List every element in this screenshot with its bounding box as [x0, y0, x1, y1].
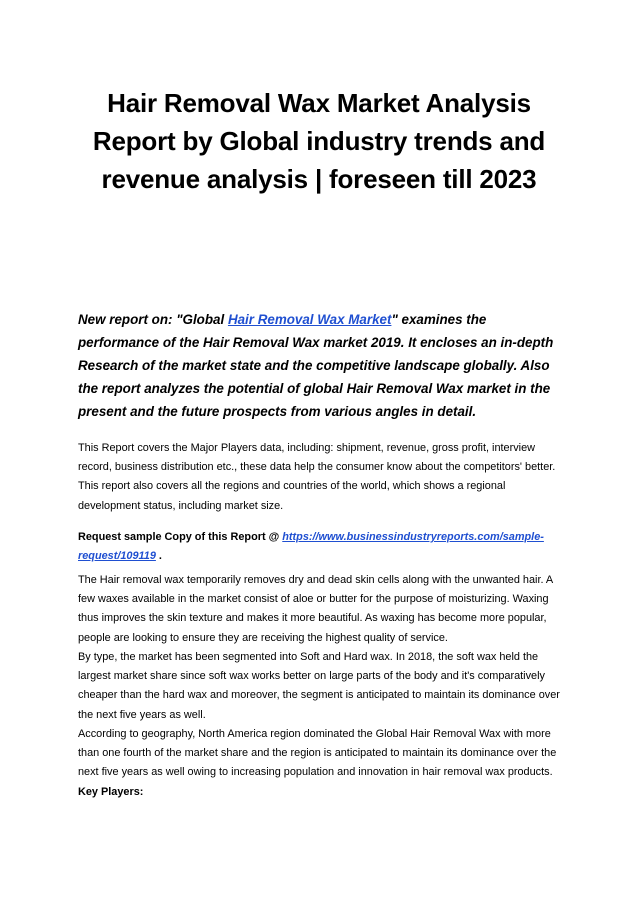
wax-description-paragraph: The Hair removal wax temporarily removes dry and dead skin cells along with the unwanted hair. A few waxes available in the market consist of aloe or butter for the purpose of moisturizing. Waxing thus improves the skin texture and makes it more beautiful. As waxing has become more popular, people are looking to ensure they are receiving the highest quality of service.: [78, 574, 553, 644]
document-title: Hair Removal Wax Market Analysis Report by Global industry trends and revenue analysis | foreseen till 2023: [92, 88, 546, 194]
segmentation-paragraph: By type, the market has been segmented into Soft and Hard wax. In 2018, the soft wax held the largest market share since soft wax works better on large parts of the body and it's comparatively cheaper than the hard wax and moreover, the segment is anticipated to maintain its dominance over the next five years as well.: [78, 651, 560, 721]
geography-paragraph: According to geography, North America region dominated the Global Hair Removal Wax with more than one fourth of the market share and the region is anticipated to maintain its dominance over the next five years as well owing to increasing population and innovation in hair removal wax products.: [78, 728, 557, 779]
market-report-link[interactable]: Hair Removal Wax Market: [227, 312, 392, 327]
sample-request-link[interactable]: https://www.businessindustryreports.com/sample-request/109119: [78, 531, 544, 563]
request-sample-line: [78, 528, 568, 566]
lead-prefix: New report on: "Global: [78, 312, 228, 327]
request-sample-label: Request sample Copy of this Report @: [78, 531, 283, 543]
key-players-heading: Key Players:: [78, 786, 144, 798]
request-sample-suffix: .: [155, 550, 162, 563]
lead-suffix: " examines the performance of the Hair Removal Wax market 2019. It encloses an in-depth Research of the market state and the competitive landscape globally. Also the report analyzes the potential of global Hair Removal Wax market in the present and the future prospects from various angles in detail.: [78, 312, 554, 419]
lead-paragraph: [78, 308, 570, 423]
players-data-paragraph: This Report covers the Major Players data, including: shipment, revenue, gross profit, interview record, business distribution etc., these data help the consumer know about the competitors' better. This report also covers all the regions and countries of the world, which shows a regional development status, including market size.: [78, 442, 556, 512]
